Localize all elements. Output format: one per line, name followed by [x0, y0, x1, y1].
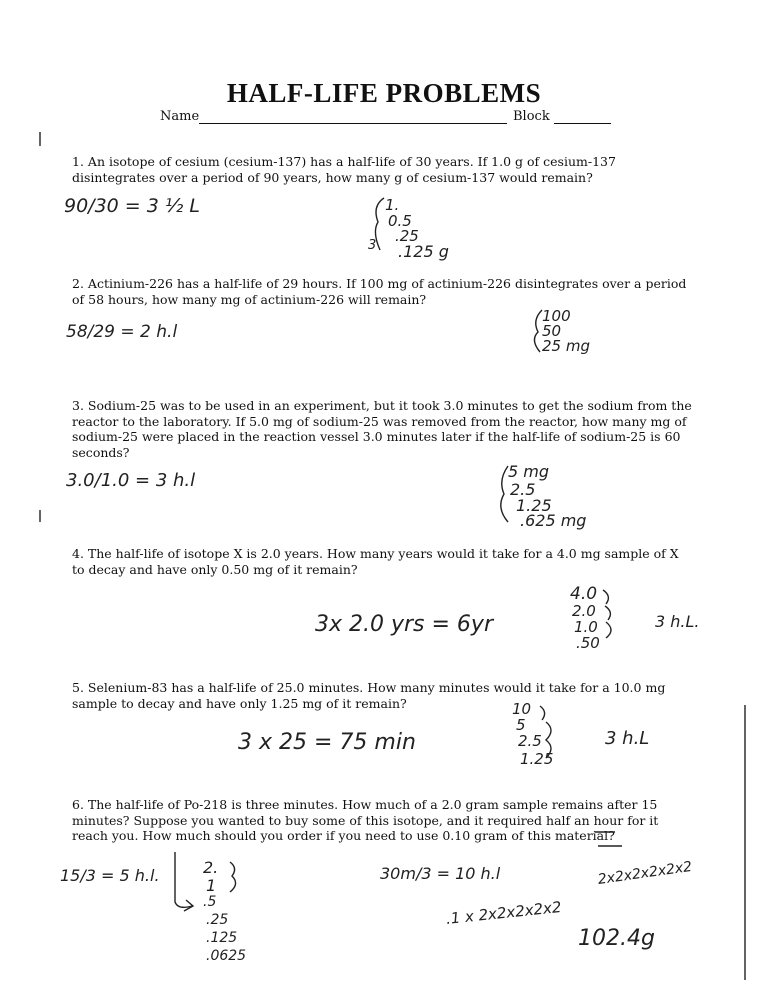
question-number: 3.: [72, 398, 84, 413]
question-number: 5.: [72, 680, 84, 695]
q3-step: 5 mg: [508, 462, 550, 481]
q4-answer: 3x 2.0 yrs = 6yr: [315, 612, 493, 637]
q6-step: 2.: [203, 858, 219, 877]
page-title: HALF-LIFE PROBLEMS: [226, 78, 542, 108]
q2-calc: 58/29 = 2 h.l: [66, 322, 178, 342]
q6-step: .5: [203, 894, 217, 910]
q4-brace: [603, 590, 608, 604]
q5-brace: [546, 722, 551, 758]
question-number: 1.: [72, 154, 84, 169]
q4-step: 4.0: [570, 584, 598, 604]
q4-step: 1.0: [574, 618, 598, 636]
q1-step: 0.5: [388, 212, 412, 230]
question-text: Actinium-226 has a half-life of 29 hours. If 100 mg of actinium-226 disintegrates over a period of 58 hours, how many mg of actinium-226 will remain?: [72, 276, 687, 307]
name-label: Name: [160, 109, 200, 124]
q5-halflives: 3 h.L: [605, 728, 650, 749]
q3-step: 1.25: [516, 496, 552, 515]
q3-step: .625 mg: [520, 511, 587, 530]
question-text: Sodium-25 was to be used in an experiment, but it took 3.0 minutes to get the sodium from the reactor to the laboratory. If 5.0 mg of sodium-25 was removed from the reactor, how many mg of sodium-25 were placed in the reaction vessel 3.0 minutes later if the half-life of sodium-25 is 60 seconds?: [72, 398, 692, 460]
q4-brace: [605, 606, 610, 620]
q1-count: 3: [368, 238, 377, 253]
q5-step: 10: [512, 700, 532, 718]
q6-calc-a: 15/3 = 5 h.l.: [60, 866, 160, 885]
q4-step: 2.0: [572, 602, 596, 620]
q1-step: .25: [395, 227, 419, 245]
q4-step: .50: [576, 634, 600, 652]
question-text: The half-life of isotope X is 2.0 years. How many years would it take for a 4.0 mg sample of X to decay and have only 0.50 mg of it remain?: [72, 546, 679, 577]
q6-step: .125: [206, 930, 238, 946]
q3-step: 2.5: [510, 480, 536, 499]
q6-chain-b: .1 x 2x2x2x2x2: [445, 897, 563, 928]
q4-halflives: 3 h.L.: [655, 612, 700, 631]
q3-brace: [501, 466, 508, 522]
q5-step: 1.25: [520, 750, 554, 768]
q6-step: 1: [206, 876, 217, 895]
q6-chain: 2x2x2x2x2x2: [596, 858, 694, 888]
q5-answer: 3 x 25 = 75 min: [238, 730, 416, 755]
q2-step: 100: [542, 307, 571, 325]
q6-answer: 102.4g: [578, 926, 655, 951]
q6-calc-b: 30m/3 = 10 h.l: [380, 864, 501, 883]
block-label: Block: [513, 109, 550, 124]
q1-brace: [375, 198, 384, 250]
q6-step: .25: [206, 912, 229, 928]
q5-step: 2.5: [518, 732, 542, 750]
q6-arrowhead: [184, 900, 193, 911]
q6-step: .0625: [206, 948, 247, 964]
q5-brace: [540, 706, 545, 720]
question-number: 6.: [72, 797, 84, 812]
question-text: An isotope of cesium (cesium-137) has a half-life of 30 years. If 1.0 g of cesium-137 disintegrates over a period of 90 years, how many g of cesium-137 would remain?: [72, 154, 616, 185]
q2-step: 25 mg: [542, 337, 590, 355]
q6-arrow: [175, 852, 192, 907]
q6-brace: [230, 862, 236, 892]
q2-brace: [534, 310, 542, 352]
q2-step: 50: [542, 322, 562, 340]
q5-step: 5: [516, 716, 526, 734]
q1-step: .125 g: [398, 242, 449, 261]
question-text: The half-life of Po-218 is three minutes. How much of a 2.0 gram sample remains after 15 minutes? Suppose you wanted to buy some of this isotope, and it required half an hour for it reach you. How much should you order if you need to use 0.10 gram of this material?: [72, 797, 659, 843]
question-number: 4.: [72, 546, 84, 561]
question-number: 2.: [72, 276, 84, 291]
q1-calc: 90/30 = 3 ½ L: [64, 195, 200, 217]
q1-step: 1.: [385, 196, 400, 214]
question-text: Selenium-83 has a half-life of 25.0 minutes. How many minutes would it take for a 10.0 mg sample to decay and have only 1.25 mg of it remain?: [72, 680, 666, 711]
q3-calc: 3.0/1.0 = 3 h.l: [66, 470, 196, 491]
q4-brace: [606, 622, 611, 638]
